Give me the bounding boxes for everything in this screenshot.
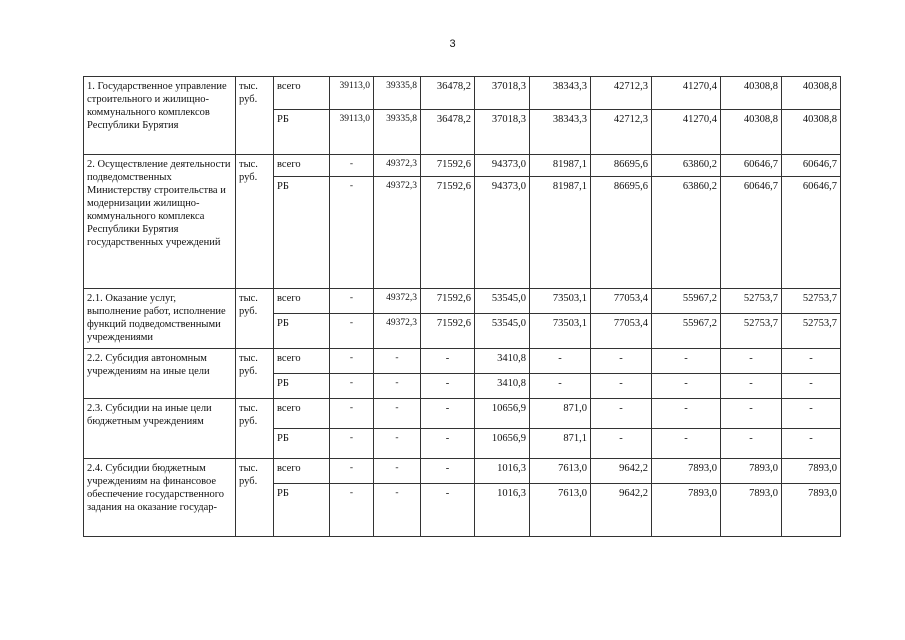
source-cell: РБ (274, 110, 330, 155)
table-row (84, 349, 841, 374)
value-cell: 94373,0 (475, 177, 530, 289)
value-cell: - (374, 429, 421, 459)
value-cell: - (330, 177, 374, 289)
value-cell: 60646,7 (782, 177, 841, 289)
value-cell: 10656,9 (475, 429, 530, 459)
value-cell: 77053,4 (591, 289, 652, 314)
value-cell: 71592,6 (421, 155, 475, 177)
value-cell: 49372,3 (374, 289, 421, 314)
value-cell: 40308,8 (782, 110, 841, 155)
unit-cell: тыс. руб. (236, 459, 274, 537)
value-cell: 52753,7 (782, 314, 841, 349)
value-cell: - (782, 349, 841, 374)
source-cell: РБ (274, 314, 330, 349)
source-cell: РБ (274, 484, 330, 537)
value-cell: 38343,3 (530, 77, 591, 110)
value-cell: - (591, 429, 652, 459)
table-row (84, 77, 841, 110)
row-name: 2.1. Оказание услуг, выполнение работ, исполнение функций подведомственными учреждениями (84, 289, 236, 349)
value-cell: 53545,0 (475, 289, 530, 314)
value-cell: 81987,1 (530, 155, 591, 177)
value-cell: 7893,0 (782, 484, 841, 537)
value-cell: 53545,0 (475, 314, 530, 349)
value-cell: 10656,9 (475, 399, 530, 429)
value-cell: 71592,6 (421, 177, 475, 289)
value-cell: 7893,0 (721, 459, 782, 484)
value-cell: - (421, 484, 475, 537)
value-cell: - (330, 289, 374, 314)
value-cell: 60646,7 (721, 155, 782, 177)
value-cell: 39335,8 (374, 110, 421, 155)
table-row (84, 399, 841, 429)
value-cell: - (330, 399, 374, 429)
table-row (84, 155, 841, 177)
value-cell: - (330, 459, 374, 484)
value-cell: 9642,2 (591, 484, 652, 537)
value-cell: - (330, 314, 374, 349)
value-cell: - (330, 429, 374, 459)
unit-cell: тыс. руб. (236, 399, 274, 459)
value-cell: - (782, 429, 841, 459)
budget-table (83, 76, 841, 537)
value-cell: 63860,2 (652, 155, 721, 177)
value-cell: - (652, 399, 721, 429)
value-cell: 86695,6 (591, 177, 652, 289)
unit-cell: тыс. руб. (236, 77, 274, 155)
value-cell: - (652, 374, 721, 399)
value-cell: 55967,2 (652, 289, 721, 314)
value-cell: 94373,0 (475, 155, 530, 177)
source-cell: всего (274, 459, 330, 484)
source-cell: РБ (274, 177, 330, 289)
value-cell: - (591, 349, 652, 374)
value-cell: - (591, 374, 652, 399)
value-cell: 77053,4 (591, 314, 652, 349)
value-cell: 73503,1 (530, 289, 591, 314)
table-row (84, 289, 841, 314)
value-cell: 40308,8 (721, 77, 782, 110)
value-cell: - (330, 349, 374, 374)
unit-cell: тыс. руб. (236, 289, 274, 349)
value-cell: 9642,2 (591, 459, 652, 484)
value-cell: - (421, 459, 475, 484)
value-cell: 7893,0 (652, 459, 721, 484)
value-cell: - (721, 374, 782, 399)
value-cell: - (721, 349, 782, 374)
value-cell: 40308,8 (782, 77, 841, 110)
value-cell: 86695,6 (591, 155, 652, 177)
value-cell: 1016,3 (475, 459, 530, 484)
value-cell: 63860,2 (652, 177, 721, 289)
value-cell: - (530, 349, 591, 374)
value-cell: 52753,7 (721, 289, 782, 314)
row-name: 2.3. Субсидии на иные цели бюджетным учреждениям (84, 399, 236, 459)
value-cell: 60646,7 (782, 155, 841, 177)
value-cell: 39113,0 (330, 110, 374, 155)
value-cell: 52753,7 (782, 289, 841, 314)
value-cell: - (782, 374, 841, 399)
value-cell: 7893,0 (782, 459, 841, 484)
value-cell: 41270,4 (652, 110, 721, 155)
value-cell: - (374, 349, 421, 374)
value-cell: 81987,1 (530, 177, 591, 289)
value-cell: - (591, 399, 652, 429)
source-cell: всего (274, 349, 330, 374)
value-cell: 871,1 (530, 429, 591, 459)
value-cell: 52753,7 (721, 314, 782, 349)
value-cell: 3410,8 (475, 374, 530, 399)
value-cell: 7893,0 (652, 484, 721, 537)
value-cell: - (421, 349, 475, 374)
value-cell: - (330, 155, 374, 177)
value-cell: - (721, 399, 782, 429)
unit-cell: тыс. руб. (236, 155, 274, 289)
value-cell: - (421, 399, 475, 429)
value-cell: 37018,3 (475, 77, 530, 110)
value-cell: - (530, 374, 591, 399)
value-cell: 3410,8 (475, 349, 530, 374)
value-cell: - (330, 374, 374, 399)
row-name: 2.2. Субсидия автономным учреждениям на иные цели (84, 349, 236, 399)
source-cell: всего (274, 399, 330, 429)
row-name: 2.4. Субсидии бюджетным учреждениям на финансовое обеспечение государственного задания на оказание государ- (84, 459, 236, 537)
value-cell: 49372,3 (374, 155, 421, 177)
value-cell: 7613,0 (530, 484, 591, 537)
value-cell: 871,0 (530, 399, 591, 429)
value-cell: - (330, 484, 374, 537)
value-cell: - (374, 399, 421, 429)
value-cell: - (652, 429, 721, 459)
value-cell: 42712,3 (591, 77, 652, 110)
value-cell: 55967,2 (652, 314, 721, 349)
value-cell: 39113,0 (330, 77, 374, 110)
value-cell: 37018,3 (475, 110, 530, 155)
source-cell: всего (274, 155, 330, 177)
value-cell: - (782, 399, 841, 429)
value-cell: 1016,3 (475, 484, 530, 537)
value-cell: 71592,6 (421, 314, 475, 349)
value-cell: - (721, 429, 782, 459)
value-cell: 38343,3 (530, 110, 591, 155)
value-cell: - (374, 459, 421, 484)
page-number: 3 (449, 38, 456, 50)
value-cell: 73503,1 (530, 314, 591, 349)
value-cell: 71592,6 (421, 289, 475, 314)
table-row (84, 459, 841, 484)
value-cell: 41270,4 (652, 77, 721, 110)
value-cell: 39335,8 (374, 77, 421, 110)
value-cell: 60646,7 (721, 177, 782, 289)
value-cell: 49372,3 (374, 177, 421, 289)
row-name: 1. Государственное управление строительного и жилищно-коммунального комплексов Республики Бурятия (84, 77, 236, 155)
value-cell: 49372,3 (374, 314, 421, 349)
source-cell: всего (274, 289, 330, 314)
value-cell: 40308,8 (721, 110, 782, 155)
value-cell: 36478,2 (421, 110, 475, 155)
value-cell: - (421, 374, 475, 399)
value-cell: - (374, 374, 421, 399)
source-cell: всего (274, 77, 330, 110)
source-cell: РБ (274, 374, 330, 399)
value-cell: - (374, 484, 421, 537)
value-cell: - (652, 349, 721, 374)
value-cell: 7893,0 (721, 484, 782, 537)
unit-cell: тыс. руб. (236, 349, 274, 399)
source-cell: РБ (274, 429, 330, 459)
value-cell: 7613,0 (530, 459, 591, 484)
value-cell: 36478,2 (421, 77, 475, 110)
row-name: 2. Осуществление деятельности подведомственных Министерству строительства и модернизации жилищно-коммунального комплекса Республики Бурятия государственных учреждений (84, 155, 236, 289)
value-cell: 42712,3 (591, 110, 652, 155)
value-cell: - (421, 429, 475, 459)
